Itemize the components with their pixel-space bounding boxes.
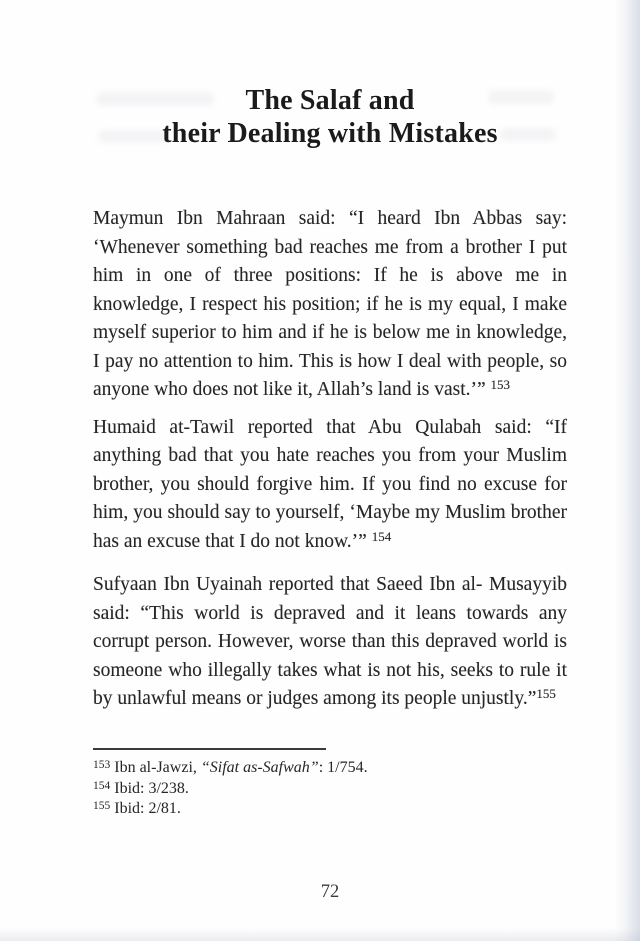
paragraph-humaid-quote [93, 414, 567, 557]
page-number: 72 [320, 882, 340, 902]
chapter-title-line-1: The Salaf and [245, 85, 415, 116]
footnote-ref-154: 154 [371, 528, 392, 544]
page-edge-shading-right [614, 0, 640, 941]
footnote-ref-153: 153 [490, 377, 511, 392]
paragraph-maymun-quote [93, 205, 567, 405]
footnote-marker-155: 155 [93, 800, 111, 812]
paragraph-text: Sufyaan Ibn Uyainah reported that Saeed Ibn al- Musayyib said: “This world is depraved and it leans towards any corrupt person. However, worse than this depraved world is someone who illegally takes what is not his, seeks to rule it by unlawful means or judges among its people unjustly.” [93, 574, 567, 709]
paragraph-text: Maymun Ibn Mahraan said: “I heard Ibn Abbas say: ‘Whenever something bad reaches me from a brother I put him in one of three positions: If he is above me in knowledge, I respect his position; if he is my equal, I make myself superior to him and if he is below me in knowledge, I pay no attention to him. This is how I deal with people, so anyone who does not like it, Allah’s land is vast.’” [93, 208, 567, 400]
page-content [93, 0, 567, 714]
footnote-155 [93, 799, 567, 819]
footnotes-section [93, 748, 567, 820]
footnote-ref-155: 155 [536, 686, 556, 701]
footnote-153 [93, 758, 567, 778]
paragraph-sufyaan-quote [93, 571, 567, 714]
footnote-marker-153: 153 [93, 759, 111, 771]
footnote-separator-rule [93, 748, 326, 750]
footnote-text: Ibn al-Jawzi, [114, 759, 201, 776]
footnote-text: Ibid: 2/81. [114, 800, 181, 817]
chapter-title [93, 84, 567, 150]
page-edge-shading-bottom [0, 928, 640, 941]
footnote-154 [93, 779, 567, 799]
footnote-source-title: “Sifat as-Safwah” [200, 759, 319, 776]
footnote-marker-154: 154 [93, 779, 111, 792]
chapter-title-line-2: their Dealing with Mistakes [162, 118, 498, 149]
paragraph-text: Humaid at-Tawil reported that Abu Qulabah said: “If anything bad that you hate reaches you from your Muslim brother, you should forgive him. If you find no excuse for him, you should say to yourself, ‘Maybe my Muslim brother has an excuse that I do not know.’” [93, 416, 567, 552]
footnote-text: : 1/754. [318, 759, 368, 776]
footnote-text: Ibid: 3/238. [114, 779, 189, 797]
